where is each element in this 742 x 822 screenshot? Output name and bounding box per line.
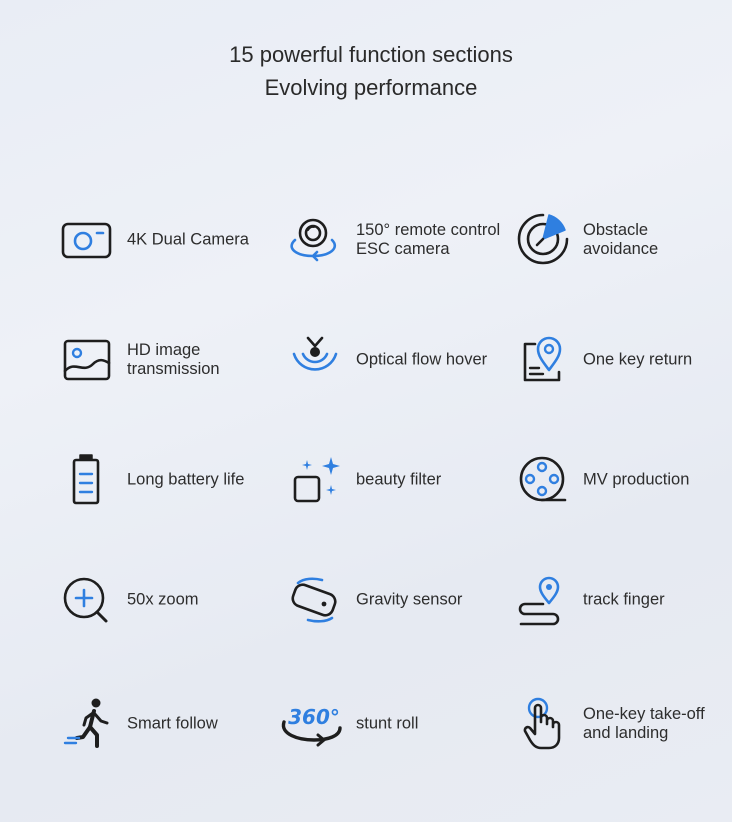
feature-hd-image-transmission [57,330,297,390]
feature-label: Optical flow hover [356,350,488,369]
feature-label: beauty filter [356,470,442,489]
tap-hand-icon [513,694,573,754]
hover-icon [286,330,346,390]
title-line-1: 15 powerful function sections [229,42,513,67]
sparkle-filter-icon [286,450,346,510]
feature-label: One-key take-off [583,705,705,723]
feature-track-finger [513,570,742,630]
feature-beauty-filter [286,450,526,510]
feature-label: Smart follow [127,714,218,733]
feature-label: avoidance [583,240,659,258]
feature-optical-flow-hover [286,330,526,390]
feature-label: and landing [583,724,669,742]
radar-icon [513,210,573,270]
feature-label: 150° remote control [356,221,501,239]
location-return-icon [513,330,573,390]
track-finger-icon [513,570,573,630]
feature-label: Gravity sensor [356,590,463,609]
gravity-sensor-icon [286,570,346,630]
feature-50x-zoom [57,570,297,630]
right-edge-strip [732,0,742,822]
rotation-360-icon [278,694,346,754]
feature-one-key-takeoff-landing [513,694,742,754]
walking-person-icon [57,694,117,754]
feature-remote-control-camera [286,210,526,270]
feature-label: One key return [583,350,693,369]
feature-long-battery-life [57,450,297,510]
feature-mv-production [513,450,742,510]
feature-label: track finger [583,590,665,609]
battery-icon [57,450,117,510]
camera-icon [57,210,117,270]
feature-gravity-sensor [286,570,526,630]
feature-label: HD image [127,341,201,359]
feature-4k-dual-camera [57,210,297,270]
feature-stunt-roll [286,694,526,754]
rotation-360-text: 360° [288,705,340,729]
feature-label: transmission [127,360,220,378]
feature-obstacle-avoidance [513,210,742,270]
feature-label: Long battery life [127,470,245,489]
feature-label: 50x zoom [127,590,199,609]
feature-label: MV production [583,470,690,489]
title-line-2: Evolving performance [264,75,478,100]
feature-smart-follow [57,694,297,754]
image-icon [57,330,117,390]
feature-one-key-return [513,330,742,390]
feature-label: stunt roll [356,714,419,733]
feature-label: Obstacle [583,221,649,239]
film-reel-icon [513,450,573,510]
feature-label: 4K Dual Camera [127,230,249,249]
zoom-icon [57,570,117,630]
page-title [0,38,742,104]
rotating-lens-icon [286,210,346,270]
feature-label: ESC camera [356,240,450,258]
